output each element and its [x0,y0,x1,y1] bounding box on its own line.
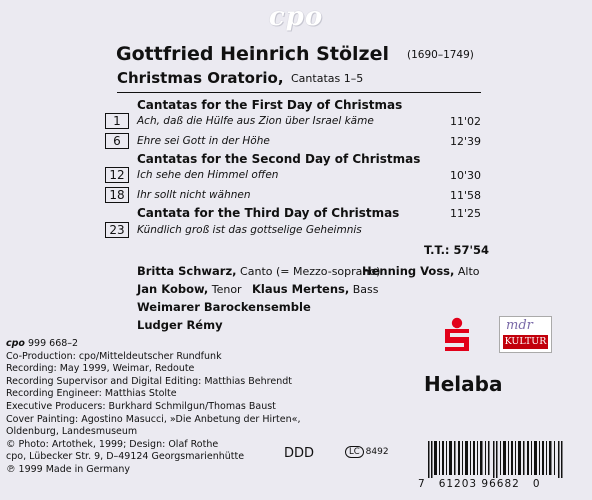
credit-line: Executive Producers: Burkhard Schmilgun/Thomas Baust [6,400,276,412]
track-title: Ihr sollt nicht wähnen [137,189,251,201]
track-number: 1 [105,113,129,129]
track-time: 11'02 [449,115,481,128]
performer-line [252,282,379,296]
track-title: Kündlich groß ist das gottselige Geheimnis [137,224,362,236]
mdr-kultur-badge: KULTUR [504,336,547,347]
performer-line [137,264,380,278]
credit-line: ℗ 1999 Made in Germany [6,463,130,475]
credit-line: © Photo: Artothek, 1999; Design: Olaf Rothe [6,438,219,450]
track-title: Ich sehe den Himmel offen [137,169,279,181]
track-row [105,187,481,204]
performer-line [137,282,242,296]
work-cantatas: Cantatas 1–5 [291,72,364,85]
performer-name: Henning Voss, [362,264,455,278]
credit-line: Recording Supervisor and Digital Editing: Matthias Behrendt [6,375,292,387]
cpo-logo: cpo [268,2,324,32]
barcode [418,441,588,489]
credit-line: cpo, Lübecker Str. 9, D–49124 Georgsmarienhütte [6,451,245,463]
ensemble-name: Weimarer Barockensemble [137,300,311,314]
lc-number: 8492 [365,447,389,457]
conductor [137,318,223,332]
credit-line: Oldenburg, Landesmuseum [6,426,138,438]
catalog-number [6,338,300,351]
performer-role: Tenor [211,283,242,296]
mdr-label: mdr [506,318,533,333]
track-number: 6 [105,133,129,149]
conductor-name: Ludger Rémy [137,318,223,332]
track-row [105,222,481,239]
track-row [105,113,481,130]
section-heading: Cantatas for the Second Day of Christmas [137,152,421,166]
catalog-value: 999 668–2 [28,338,79,349]
track-title: Ehre sei Gott in der Höhe [137,135,270,147]
section-heading: Cantatas for the First Day of Christmas [137,98,403,112]
performer-name: Klaus Mertens, [252,282,350,296]
performer-name: Britta Schwarz, [137,264,237,278]
composer-dates: (1690–1749) [407,49,474,61]
track-title: Ach, daß die Hülfe aus Zion über Israel käme [137,115,374,127]
catalog-label: cpo [6,338,25,349]
performer-role: Canto (= Mezzo-soprano) [240,265,381,278]
credit-line: Cover Painting: Agostino Masucci, »Die Anbetung der Hirten«, [6,413,301,425]
lc-badge: LC [345,446,364,458]
section-heading [137,206,481,220]
track-number: 12 [105,167,129,183]
performer-name: Jan Kobow, [137,282,209,296]
credit-line: Recording Engineer: Matthias Stolte [6,388,177,400]
work-title: Christmas Oratorio, [117,69,284,87]
ensemble [137,300,311,314]
divider [117,92,481,93]
credits-block [6,338,300,477]
section-time: 11'25 [449,207,481,220]
barcode-digits: 7 61203 96682 0 [418,478,588,490]
performer-line [362,264,480,278]
track-row [105,133,481,150]
performer-role: Alto [457,265,480,278]
sparkasse-logo-icon [440,317,474,353]
track-row [105,167,481,184]
track-time: 11'58 [449,189,481,202]
track-time: 12'39 [449,135,481,148]
credit-line: Co-Production: cpo/Mitteldeutscher Rundfunk [6,350,222,362]
helaba-logo: Helaba [424,372,503,396]
performer-role: Bass [352,283,379,296]
total-time: T.T.: 57'54 [424,243,490,257]
section-heading-text: Cantata for the Third Day of Christmas [137,206,400,220]
credit-line: Recording: May 1999, Weimar, Redoute [6,363,195,375]
track-time: 10'30 [449,169,481,182]
composer-name: Gottfried Heinrich Stölzel [116,43,389,65]
track-number: 23 [105,222,129,238]
mdr-kultur-logo [499,316,552,353]
ddd-code: DDD [284,446,315,461]
track-number: 18 [105,187,129,203]
label-code [345,446,389,458]
